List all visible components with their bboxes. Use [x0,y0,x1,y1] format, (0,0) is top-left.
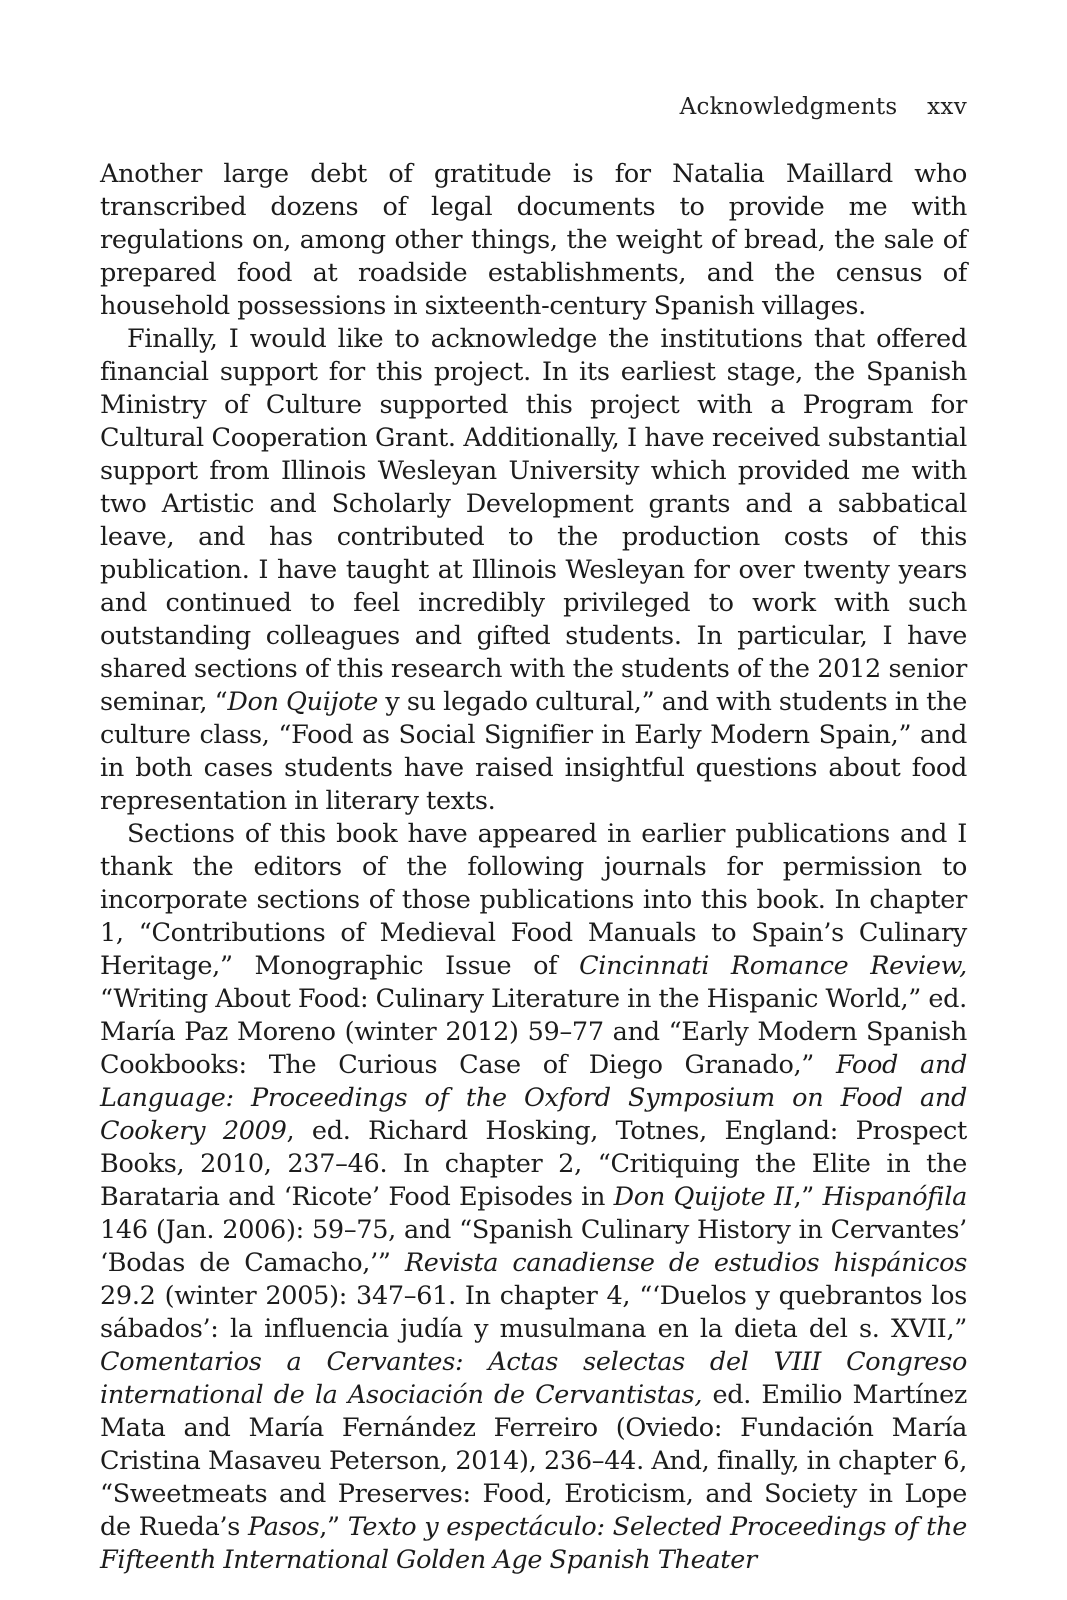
italic-title: Don Quijote II [613,1182,794,1212]
text-run: y su legado cultural,” and with students in the culture class, “Food as Social Signifier in Early Modern Spain,” and in both cases students have raised insightful questions about food representation in literary texts. [100,687,968,816]
text-run: Another large debt of gratitude is for Natalia Maillard who transcribed dozens of legal documents to provide me with regulations on, among other things, the weight of bread, the sale of prepared food at roadside establishments, and the census of household possessions in sixteenth-century Spanish villages. [100,159,967,321]
italic-title: Comentarios a Cervantes: Actas selectas del VIII Congreso international de la Asociación de Cervantistas, [100,1347,967,1410]
text-run: 146 (Jan. 2006): 59–75, and “Spanish Culinary History in Cervantes’ ‘Bodas de Camacho,’” [100,1215,967,1278]
running-header [680,94,967,120]
text-run: ,” [319,1512,348,1542]
text-run: Finally, I would like to acknowledge the institutions that offered financial support for this project. In its earliest stage, the Spanish Ministry of Culture supported this project with a Program for Cultural Cooperation Grant. Additionally, I have received substantial support from Illinois Wesleyan University which provided me with two Artistic and Scholarly Development grants and a sabbatical leave, and has contributed to the production costs of this publication. I have taught at Illinois Wesleyan for over twenty years and continued to feel incredibly privileged to work with such outstanding colleagues and gifted students. In particular, I have shared sections of this research with the students of the 2012 senior seminar, “ [100,324,967,717]
section-title: Acknowledgments [679,94,898,120]
text-run: ,” [793,1182,823,1212]
italic-title: Food and Language: Proceedings of the Oxford Symposium on Food and Cookery 2009 [100,1050,967,1146]
text-run: ed. Emilio Martínez Mata and María Fernández Ferreiro (Oviedo: Fundación María Cristina Masaveu Peterson, 2014), 236–44. And, finally, in chapter 6, “Sweetmeats and Preserves: Food, Eroticism, and Society in Lope de Rueda’s [100,1380,967,1542]
paragraph [100,323,967,818]
italic-title: Don Quijote [227,687,379,717]
italic-title: Texto y espectáculo: Selected Proceedings of the Fifteenth International Golden Age Spanish Theater [100,1512,967,1575]
page-number: xxv [927,94,967,120]
italic-title: Pasos [247,1512,320,1542]
text-run: “Writing About Food: Culinary Literature in the Hispanic World,” ed. María Paz Moreno (winter 2012) 59–77 and “Early Modern Spanish Cookbooks: The Curious Case of Diego Granado,” [100,984,967,1080]
body-text [100,158,967,1577]
text-run: Sections of this book have appeared in earlier publications and I thank the editors of the following journals for permission to incorporate sections of those publications into this book. In chapter 1, “Contributions of Medieval Food Manuals to Spain’s Culinary Heritage,” Monographic Issue of [100,819,967,981]
paragraph [100,158,967,323]
text-run: 29.2 (winter 2005): 347–61. In chapter 4, “‘Duelos y quebrantos los sábados’: la influencia judía y musulmana en la dieta del s. XVII,” [100,1281,967,1344]
italic-title: Revista canadiense de estudios hispánicos [404,1248,967,1278]
italic-title: Hispanófila [822,1182,967,1212]
text-run: , ed. Richard Hosking, Totnes, England: Prospect Books, 2010, 237–46. In chapter 2, “Critiquing the Elite in the Barataria and ‘Ricote’ Food Episodes in [100,1116,967,1212]
paragraph [100,818,967,1577]
italic-title: Cincinnati Romance Review, [579,951,967,981]
